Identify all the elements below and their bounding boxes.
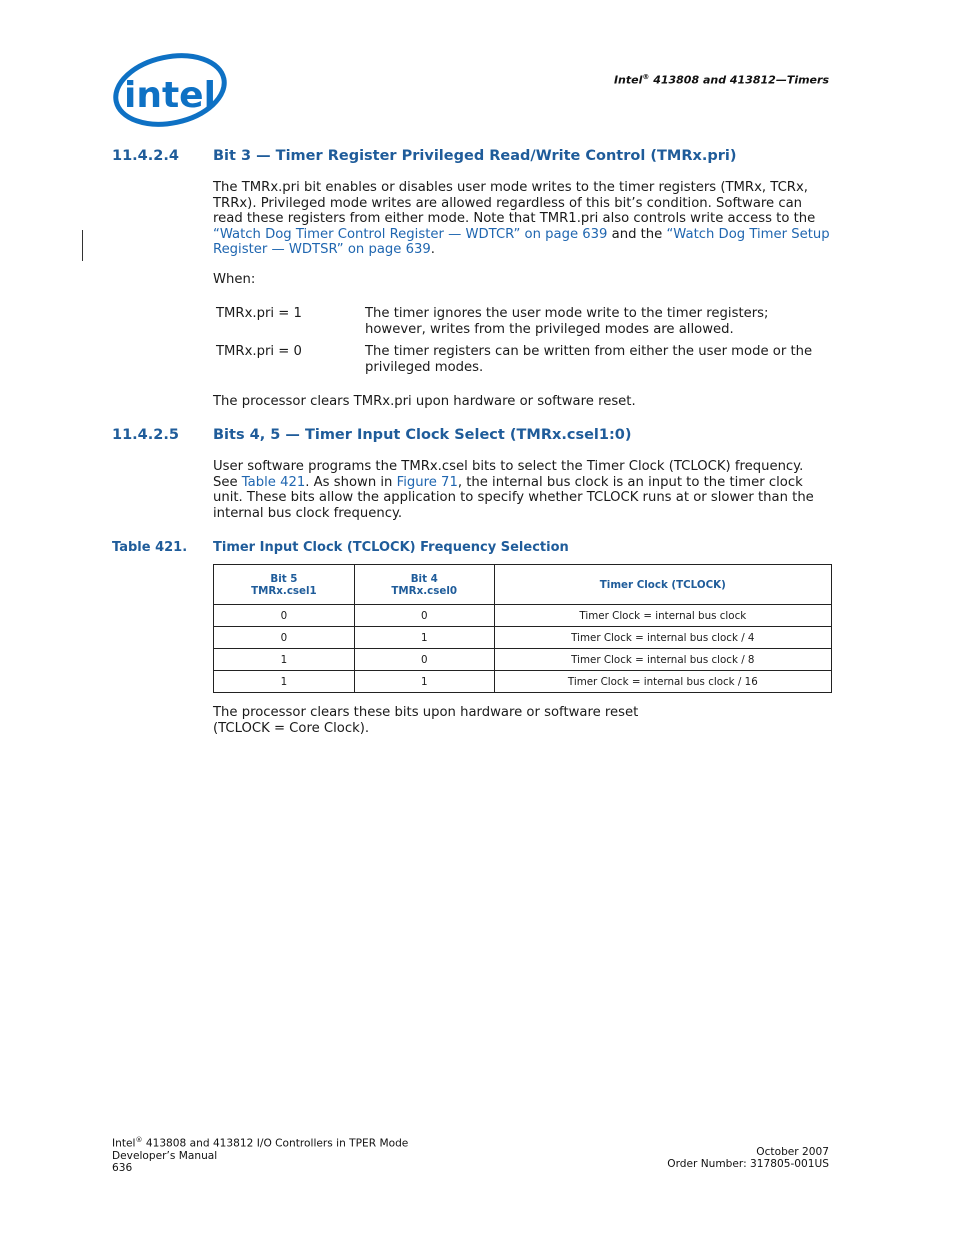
table-cell: 1	[354, 627, 494, 649]
table-row	[214, 671, 832, 693]
table-cell: Timer Clock = internal bus clock	[494, 605, 831, 627]
when-label: When:	[213, 272, 256, 287]
footer-order-number: Order Number: 317805-001US	[667, 1158, 829, 1170]
link-wdtsr[interactable]: “Watch Dog Timer Setup Register — WDTSR” on page 639	[213, 226, 830, 258]
footer-date: October 2007	[756, 1146, 829, 1158]
footer-left	[112, 1134, 408, 1174]
table-cell: Timer Clock = internal bus clock / 8	[494, 649, 831, 671]
table-header-cell: Bit 4 TMRx.csel0	[354, 565, 494, 605]
change-bar	[82, 230, 83, 261]
table-label: Table 421.	[112, 540, 188, 555]
section-paragraph: The TMRx.pri bit enables or disables user mode writes to the timer registers (TMRx, TCRx, TRRx). Privileged mode writes are allowed regardless of this bit’s condition. Software can read these registers from either mode. Note that TMR1.pri also controls write access to the “Watch Dog Timer Control Register — WDTCR” on page 639 and the “Watch Dog Timer Setup Register — WDTSR” on page 639.	[213, 180, 830, 258]
definition-description: The timer ignores the user mode write to the timer registers; however, writes from the privileged modes are allowed.	[365, 306, 769, 337]
table-cell: 1	[354, 671, 494, 693]
section-number: 11.4.2.5	[112, 427, 179, 443]
footer-right	[560, 1146, 829, 1170]
section-heading-11-4-2-5	[112, 427, 832, 447]
intel-logo	[110, 50, 228, 130]
after-table-paragraph: The processor clears these bits upon hardware or software reset (TCLOCK = Core Clock).	[213, 705, 639, 736]
table-cell: 1	[214, 671, 355, 693]
table-cell: 1	[214, 649, 355, 671]
section-heading-11-4-2-4	[112, 148, 832, 168]
section-title: Bit 3 — Timer Register Privileged Read/Write Control (TMRx.pri)	[213, 148, 737, 164]
footer-doc-title: Intel® 413808 and 413812 I/O Controllers in TPER Mode	[112, 1136, 409, 1150]
table-title: Timer Input Clock (TCLOCK) Frequency Selection	[213, 540, 569, 555]
table-caption	[112, 540, 832, 558]
table-header-cell: Timer Clock (TCLOCK)	[494, 565, 831, 605]
link-figure-71[interactable]: Figure 71	[396, 474, 458, 490]
section-title: Bits 4, 5 — Timer Input Clock Select (TMRx.csel1:0)	[213, 427, 632, 443]
section-paragraph: User software programs the TMRx.csel bits to select the Timer Clock (TCLOCK) frequency. See Table 421. As shown in Figure 71, the internal bus clock is an input to the timer clock unit. These bits allow the application to specify whether TCLOCK runs at or slower than the internal bus clock frequency.	[213, 459, 814, 521]
definition-term: TMRx.pri = 1	[216, 306, 302, 321]
table-row	[214, 627, 832, 649]
table-row	[214, 605, 832, 627]
table-cell: Timer Clock = internal bus clock / 4	[494, 627, 831, 649]
table-cell: 0	[214, 627, 355, 649]
closing-paragraph: The processor clears TMRx.pri upon hardware or software reset.	[213, 394, 636, 409]
link-wdtcr[interactable]: “Watch Dog Timer Control Register — WDTCR” on page 639	[213, 226, 608, 242]
table-cell: 0	[214, 605, 355, 627]
page-number: 636	[112, 1161, 133, 1174]
clock-select-table	[213, 564, 832, 693]
table-cell: Timer Clock = internal bus clock / 16	[494, 671, 831, 693]
link-table-421[interactable]: Table 421	[241, 474, 306, 490]
table-row	[214, 649, 832, 671]
footer-manual: Developer’s Manual	[112, 1149, 218, 1162]
definition-term: TMRx.pri = 0	[216, 344, 302, 359]
table-cell: 0	[354, 605, 494, 627]
intel-logo-text: intel	[124, 75, 216, 116]
table-cell: 0	[354, 649, 494, 671]
table-header-cell: Bit 5 TMRx.csel1	[214, 565, 355, 605]
definition-description: The timer registers can be written from either the user mode or the privileged modes.	[365, 344, 813, 375]
section-number: 11.4.2.4	[112, 148, 179, 164]
table-header-row	[214, 565, 832, 605]
running-header: Intel® 413808 and 413812—Timers	[613, 73, 829, 87]
